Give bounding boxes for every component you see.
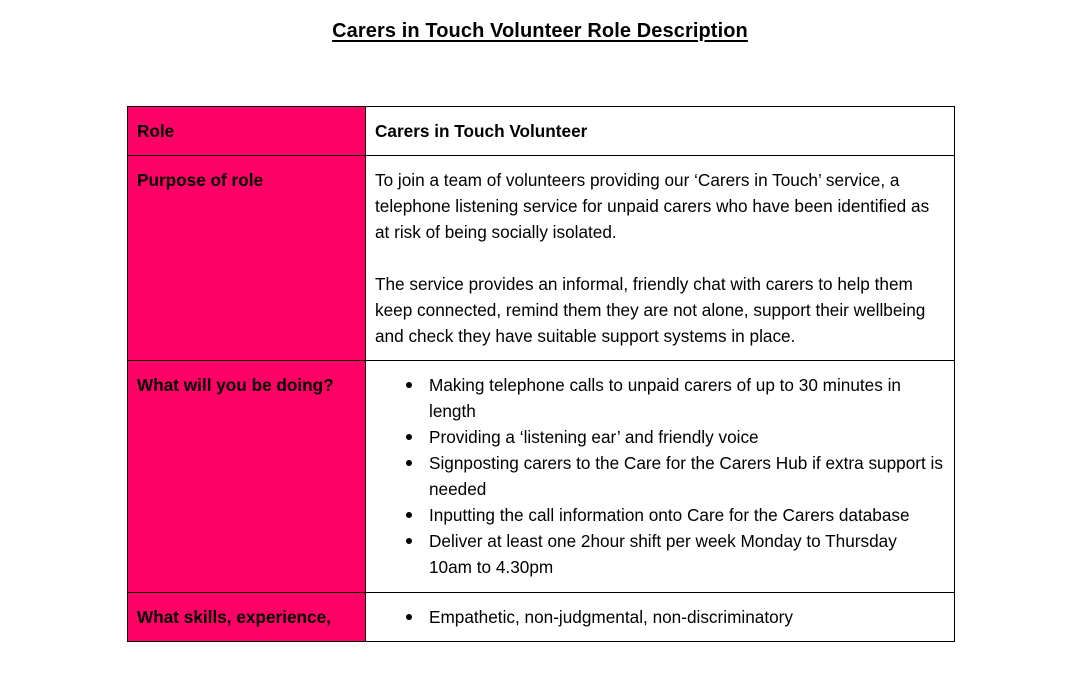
list-item-text: Inputting the call information onto Care for the Carers database: [429, 505, 910, 525]
bullet-icon: [406, 538, 412, 544]
tasks-label: What will you be doing?: [128, 361, 366, 593]
bullet-icon: [406, 614, 412, 620]
table-row-skills: [128, 593, 955, 642]
skills-value: [366, 593, 955, 642]
list-item: [375, 604, 944, 630]
skills-bullet-list: [375, 604, 944, 630]
list-item: [375, 502, 944, 528]
list-item: [375, 528, 944, 580]
tasks-value: [366, 361, 955, 593]
table-row-tasks: [128, 361, 955, 593]
purpose-paragraph: To join a team of volunteers providing our ‘Carers in Touch’ service, a telephone listening service for unpaid carers who have been identified as at risk of being socially isolated.: [375, 170, 930, 242]
role-description-table: [127, 106, 955, 642]
bullet-icon: [406, 434, 412, 440]
list-item: [375, 372, 944, 424]
role-value: Carers in Touch Volunteer: [366, 107, 955, 156]
purpose-paragraph: The service provides an informal, friendly chat with carers to help them keep connected, remind them they are not alone, support their wellbeing and check they have suitable support systems in place.: [375, 274, 926, 346]
bullet-icon: [406, 512, 412, 518]
tasks-bullet-list: [375, 372, 944, 580]
list-item-text: Signposting carers to the Care for the Carers Hub if extra support is needed: [429, 453, 943, 499]
bullet-icon: [406, 382, 412, 388]
list-item-text: Providing a ‘listening ear’ and friendly voice: [429, 427, 759, 447]
document-title: Carers in Touch Volunteer Role Description: [332, 20, 748, 42]
purpose-label: Purpose of role: [128, 156, 366, 361]
table-row-role: [128, 107, 955, 156]
list-item-text: Making telephone calls to unpaid carers of up to 30 minutes in length: [429, 375, 901, 421]
list-item: [375, 424, 944, 450]
skills-label: What skills, experience,: [128, 593, 366, 642]
list-item-text: Deliver at least one 2hour shift per week Monday to Thursday 10am to 4.30pm: [429, 531, 897, 577]
bullet-icon: [406, 460, 412, 466]
purpose-value: [366, 156, 955, 361]
list-item-text: Empathetic, non-judgmental, non-discriminatory: [429, 607, 793, 627]
list-item: [375, 450, 944, 502]
role-label: Role: [128, 107, 366, 156]
table-row-purpose: [128, 156, 955, 361]
